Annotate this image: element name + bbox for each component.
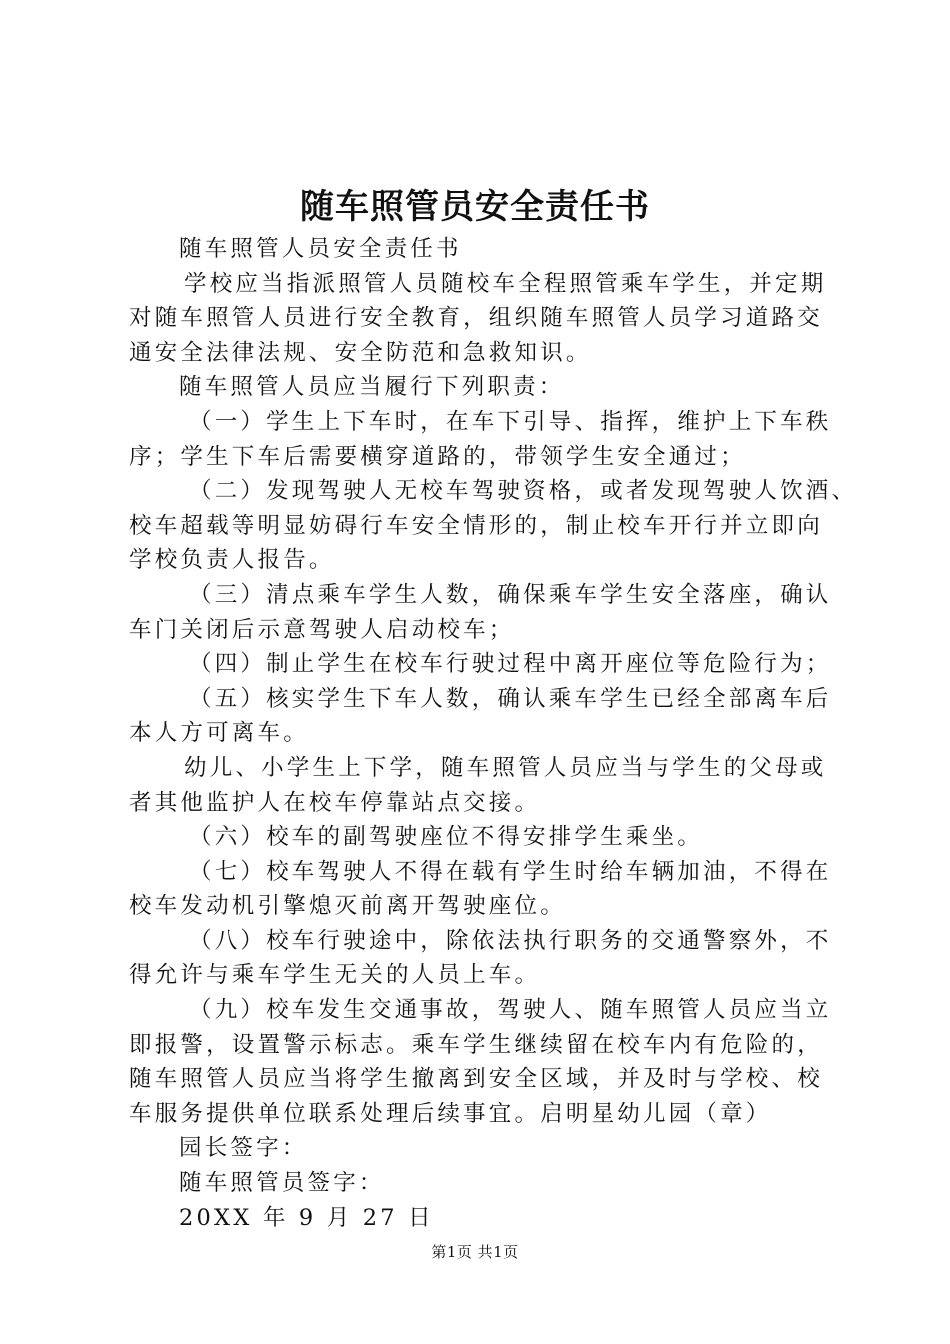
duty-item-line: （六）校车的副驾驶座位不得安排学生乘坐。 — [189, 824, 704, 851]
duty-item-line: （九）校车发生交通事故，驾驶人、随车照管人员应当立 — [189, 997, 832, 1024]
duty-item-line: 得允许与乘车学生无关的人员上车。 — [129, 962, 541, 989]
paragraph-line: 学校应当指派照管人员随校车全程照管乘车学生，并定期 — [184, 270, 827, 297]
paragraph-line: 随车照管人员应当履行下列职责： — [179, 374, 565, 401]
duty-item-line: （八）校车行驶途中，除依法执行职务的交通警察外，不 — [189, 927, 832, 954]
paragraph-line: 通安全法律法规、安全防范和急救知识。 — [129, 339, 592, 366]
duty-item-line: （一）学生上下车时，在车下引导、指挥，维护上下车秩 — [189, 408, 832, 435]
duty-item-line: 校车发动机引擎熄灭前离开驾驶座位。 — [129, 893, 566, 920]
paragraph-line: 者其他监护人在校车停靠站点交接。 — [129, 789, 541, 816]
duty-item-line: （三）清点乘车学生人数，确保乘车学生安全落座，确认 — [189, 581, 832, 608]
date-line: 20XX 年 9 月 27 日 — [179, 1204, 434, 1231]
duty-item-line: （二）发现驾驶人无校车驾驶资格，或者发现驾驶人饮酒、 — [189, 478, 858, 505]
duty-item-line: 车门关闭后示意驾驶人启动校车； — [129, 616, 515, 643]
paragraph-line: 幼儿、小学生上下学，随车照管人员应当与学生的父母或 — [184, 754, 827, 781]
duty-item-line: 序；学生下车后需要横穿道路的，带领学生安全通过； — [129, 443, 746, 470]
page-footer: 第1页 共1页 — [431, 1243, 519, 1261]
duty-item-line: 车服务提供单位联系处理后续事宜。启明星幼儿园（章） — [129, 1100, 772, 1127]
principal-signature-line: 园长签字： — [179, 1135, 308, 1162]
duty-item-line: 随车照管人员应当将学生撤离到安全区域，并及时与学校、校 — [129, 1066, 823, 1093]
document-body — [129, 232, 858, 1235]
attendant-signature-line: 随车照管员签字： — [179, 1170, 385, 1197]
duty-item-line: （四）制止学生在校车行驶过程中离开座位等危险行为； — [189, 651, 832, 678]
duty-item-line: （五）核实学生下车人数，确认乘车学生已经全部离车后 — [189, 685, 832, 712]
paragraph-line: 对随车照管人员进行安全教育，组织随车照管人员学习道路交 — [129, 305, 823, 332]
duty-item-line: 即报警，设置警示标志。乘车学生继续留在校车内有危险的， — [129, 1031, 823, 1058]
duty-item-line: 学校负责人报告。 — [129, 547, 335, 574]
duty-item-line: （七）校车驾驶人不得在载有学生时给车辆加油，不得在 — [189, 858, 832, 885]
subtitle-line: 随车照管人员安全责任书 — [179, 236, 462, 262]
duty-item-line: 本人方可离车。 — [129, 720, 309, 747]
document-title: 随车照管员安全责任书 — [300, 187, 650, 227]
duty-item-line: 校车超载等明显妨碍行车安全情形的，制止校车开行并立即向 — [129, 512, 823, 539]
